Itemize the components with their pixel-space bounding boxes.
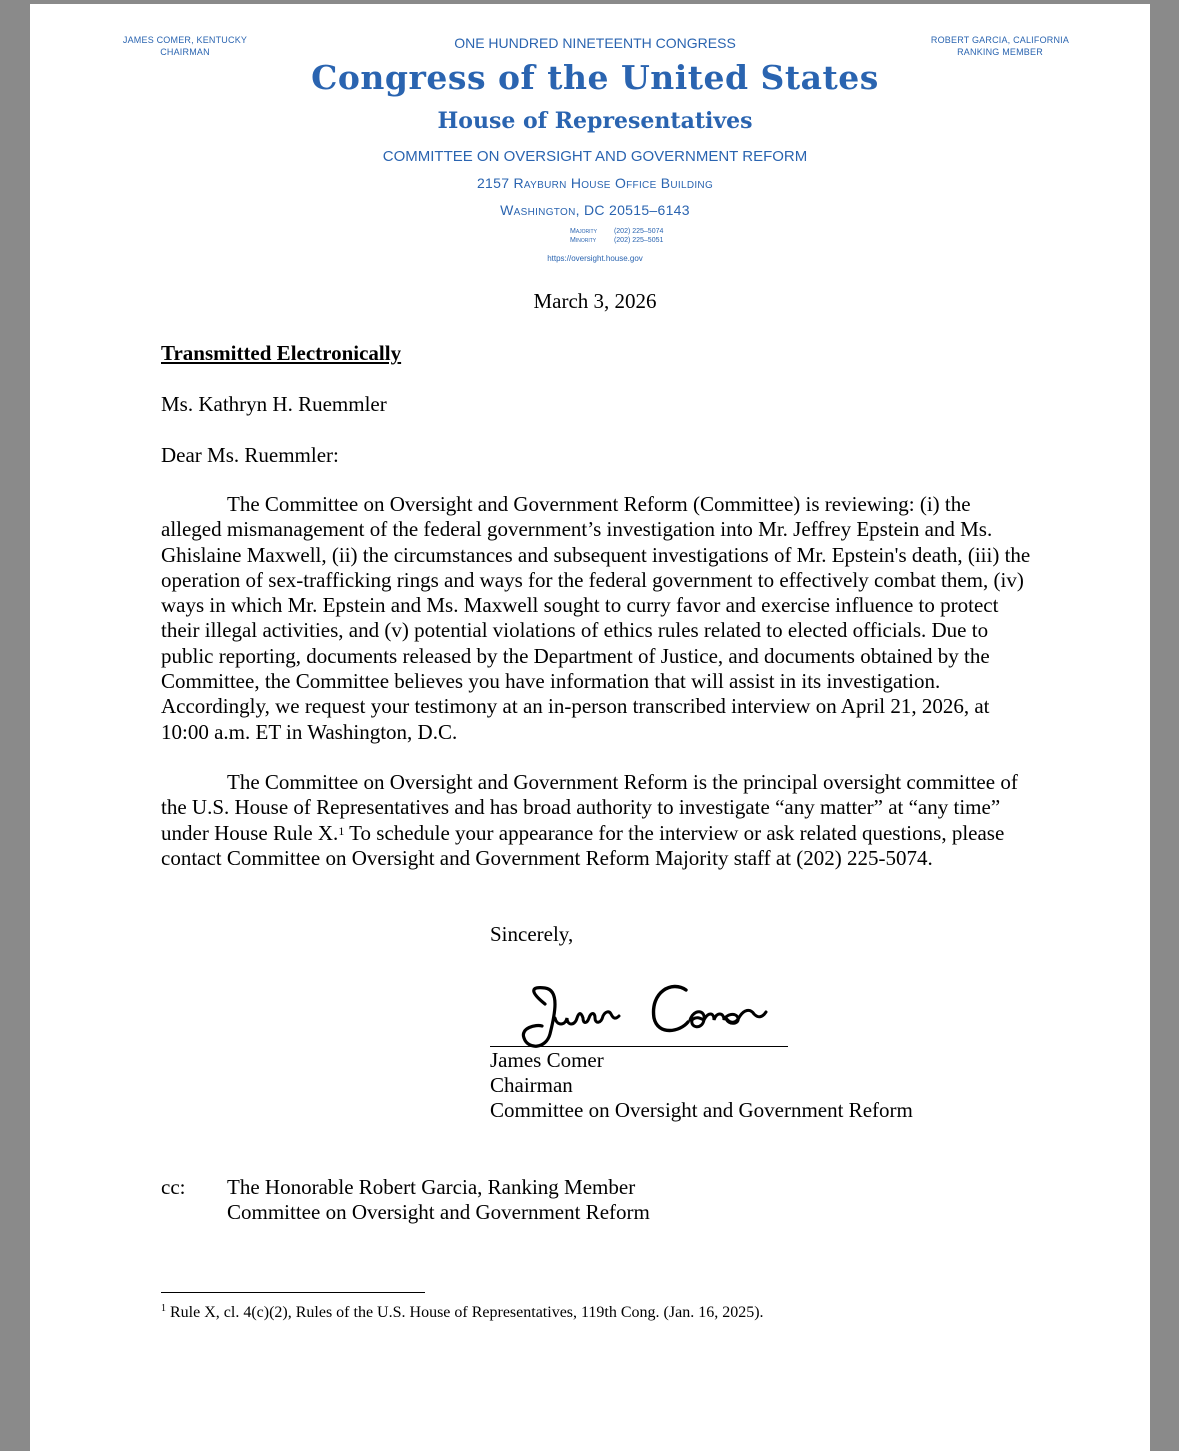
house-title: House of Representatives xyxy=(437,108,753,134)
address-line-2: Washington, DC 20515–6143 xyxy=(500,202,690,218)
footnote-number: 1 xyxy=(161,1303,166,1314)
footnote-divider xyxy=(161,1292,425,1293)
paragraph-1-text: The Committee on Oversight and Government Reform (Committee) is reviewing: (i) the alleged mismanagement of the federal government’s investigation into Mr. Jeffrey Epstein and Ms. Ghislaine Maxwell, (ii) the circumstances and subsequent investigations of Mr. Epstein's death, (iii) the operation of sex-trafficking rings and ways for the federal government to effectively combat them, (iv) ways in which Mr. Epstein and Ms. Maxwell sought to curry favor and exercise influence to protect their illegal activities, and (v) potential violations of ethics rules related to elected officials. Due to public reporting, documents released by the Department of Justice, and documents obtained by the Committee, the Committee believes you have information that will assist in its investigation. Accordingly, we request your testimony at an in-person transcribed interview on April 21, 2026, at 10:00 a.m. ET in Washington, D.C. xyxy=(161,492,1031,744)
congress-title: Congress of the United States xyxy=(311,58,879,97)
ranking-member-role: RANKING MEMBER xyxy=(957,47,1043,57)
paragraph-2-text xyxy=(161,770,1031,871)
letter-page xyxy=(30,4,1150,1451)
addressee: Ms. Kathryn H. Ruemmler xyxy=(161,392,387,416)
majority-label: Majority xyxy=(570,228,597,235)
chairman-role: CHAIRMAN xyxy=(160,47,210,57)
ranking-member-name: ROBERT GARCIA, CALIFORNIA xyxy=(930,35,1070,45)
signature-line xyxy=(490,1046,788,1047)
cc-label: cc: xyxy=(161,1175,186,1199)
salutation: Dear Ms. Ruemmler: xyxy=(161,443,339,467)
signer-name: James Comer xyxy=(490,1048,604,1072)
cc-recipient: The Honorable Robert Garcia, Ranking Member xyxy=(227,1175,636,1199)
address-line-1: 2157 Rayburn House Office Building xyxy=(476,175,714,191)
congress-number: ONE HUNDRED NINETEENTH CONGRESS xyxy=(454,35,736,51)
paragraph-2-part-b: To schedule your appearance for the interview or ask related questions, please contact Committee on Oversight and Government Reform Majority staff at (202) 225-5074. xyxy=(161,820,1005,870)
signature-image xyxy=(500,974,820,1054)
paragraph-2-part-a: The Committee on Oversight and Government Reform is the principal oversight committee of the U.S. House of Representatives and has broad authority to investigate “any matter” at “any time” under House Rule X. xyxy=(161,770,1018,845)
transmitted-heading: Transmitted Electronically xyxy=(161,341,402,365)
minority-phone-row xyxy=(570,236,663,245)
footnote-marker[interactable]: 1 xyxy=(338,823,345,838)
website-link[interactable]: https://oversight.house.gov xyxy=(547,254,643,263)
cc-recipient-committee: Committee on Oversight and Government Reform xyxy=(227,1200,650,1224)
chairman-name: JAMES COMER, KENTUCKY xyxy=(122,35,248,45)
signer-committee: Committee on Oversight and Government Reform xyxy=(490,1098,913,1122)
body-paragraph-1 xyxy=(161,492,1031,745)
majority-phone-row xyxy=(570,227,663,236)
phone-numbers xyxy=(570,227,663,245)
body-paragraph-2 xyxy=(161,770,1031,871)
closing: Sincerely, xyxy=(490,922,574,946)
minority-phone: (202) 225–5051 xyxy=(613,237,664,244)
majority-phone: (202) 225–5074 xyxy=(613,228,664,235)
footnote-text: Rule X, cl. 4(c)(2), Rules of the U.S. House of Representatives, 119th Cong. (Jan. 16, 2025). xyxy=(166,1304,764,1321)
letter-date: March 3, 2026 xyxy=(533,289,657,313)
signer-title: Chairman xyxy=(490,1073,573,1097)
footnote xyxy=(161,1304,764,1322)
minority-label: Minority xyxy=(570,237,597,244)
committee-name: COMMITTEE ON OVERSIGHT AND GOVERNMENT REFORM xyxy=(382,148,808,165)
